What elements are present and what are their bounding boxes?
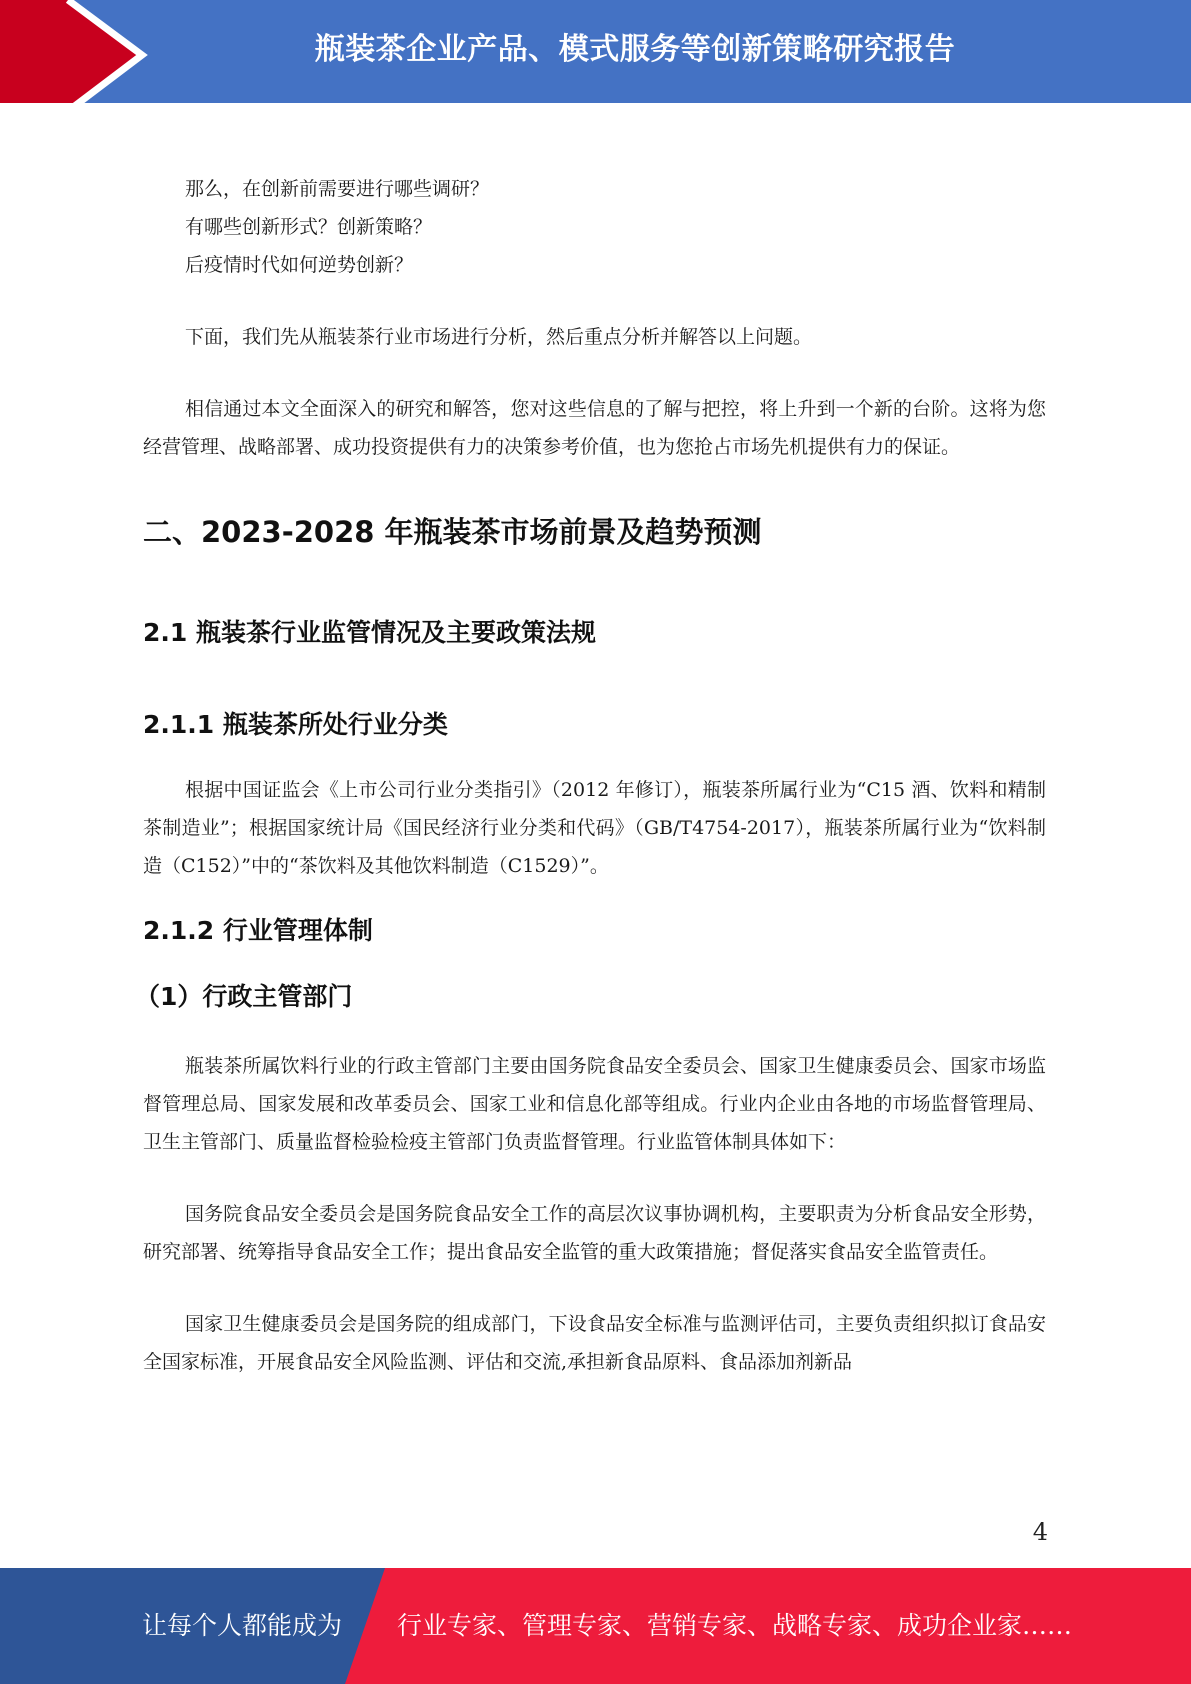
intro-question: 那么，在创新前需要进行哪些调研？ (185, 178, 490, 200)
document-body (135, 170, 1046, 1381)
section-heading: 二、2023-2028 年瓶装茶市场前景及趋势预测 (143, 515, 762, 549)
page-footer (0, 1568, 1191, 1684)
report-title: 瓶装茶企业产品、模式服务等创新策略研究报告 (314, 32, 956, 67)
body-paragraph: 瓶装茶所属饮料行业的行政主管部门主要由国务院食品安全委员会、国家卫生健康委员会、国家市场监督管理总局、国家发展和改革委员会、国家工业和信息化部等组成。行业内企业由各地的市场监督管理局、卫生主管部门、质量监督检验检疫主管部门负责监督管理。行业监管体制具体如下： (143, 1055, 1046, 1153)
intro-question: 有哪些创新形式？创新策略？ (185, 216, 433, 238)
intro-paragraph: 相信通过本文全面深入的研究和解答，您对这些信息的了解与把控，将上升到一个新的台阶。这将为您经营管理、战略部署、成功投资提供有力的决策参考价值，也为您抢占市场先机提供有力的保证。 (143, 398, 1046, 458)
classification-paragraph: 根据中国证监会《上市公司行业分类指引》（2012 年修订），瓶装茶所属行业为“C15 酒、饮料和精制茶制造业”；根据国家统计局《国民经济行业分类和代码》（GB/T4754-2017），瓶装茶所属行业为“饮料制造（C152）”中的“茶饮料及其他饮料制造（C1529）”。 (143, 779, 1046, 877)
subsubsection-heading: 2.1.2 行业管理体制 (143, 916, 373, 945)
intro-question: 后疫情时代如何逆势创新？ (185, 254, 414, 276)
footer-slogan-left: 让每个人都能成为 (142, 1611, 343, 1640)
item-heading: （1）行政主管部门 (135, 982, 353, 1011)
page-number: 4 (1032, 1518, 1048, 1546)
footer-slogan-right: 行业专家、管理专家、营销专家、战略专家、成功企业家…… (397, 1611, 1073, 1640)
subsubsection-heading: 2.1.1 瓶装茶所处行业分类 (143, 710, 448, 739)
body-paragraph: 国务院食品安全委员会是国务院食品安全工作的高层次议事协调机构，主要职责为分析食品安全形势，研究部署、统筹指导食品安全工作；提出食品安全监管的重大政策措施；督促落实食品安全监管责任。 (143, 1203, 1046, 1263)
page-header (0, 0, 1191, 111)
body-paragraph: 国家卫生健康委员会是国务院的组成部门，下设食品安全标准与监测评估司，主要负责组织拟订食品安全国家标准，开展食品安全风险监测、评估和交流,承担新食品原料、食品添加剂新品 (143, 1313, 1046, 1373)
subsection-heading: 2.1 瓶装茶行业监管情况及主要政策法规 (143, 618, 596, 647)
intro-paragraph: 下面，我们先从瓶装茶行业市场进行分析，然后重点分析并解答以上问题。 (185, 326, 813, 348)
